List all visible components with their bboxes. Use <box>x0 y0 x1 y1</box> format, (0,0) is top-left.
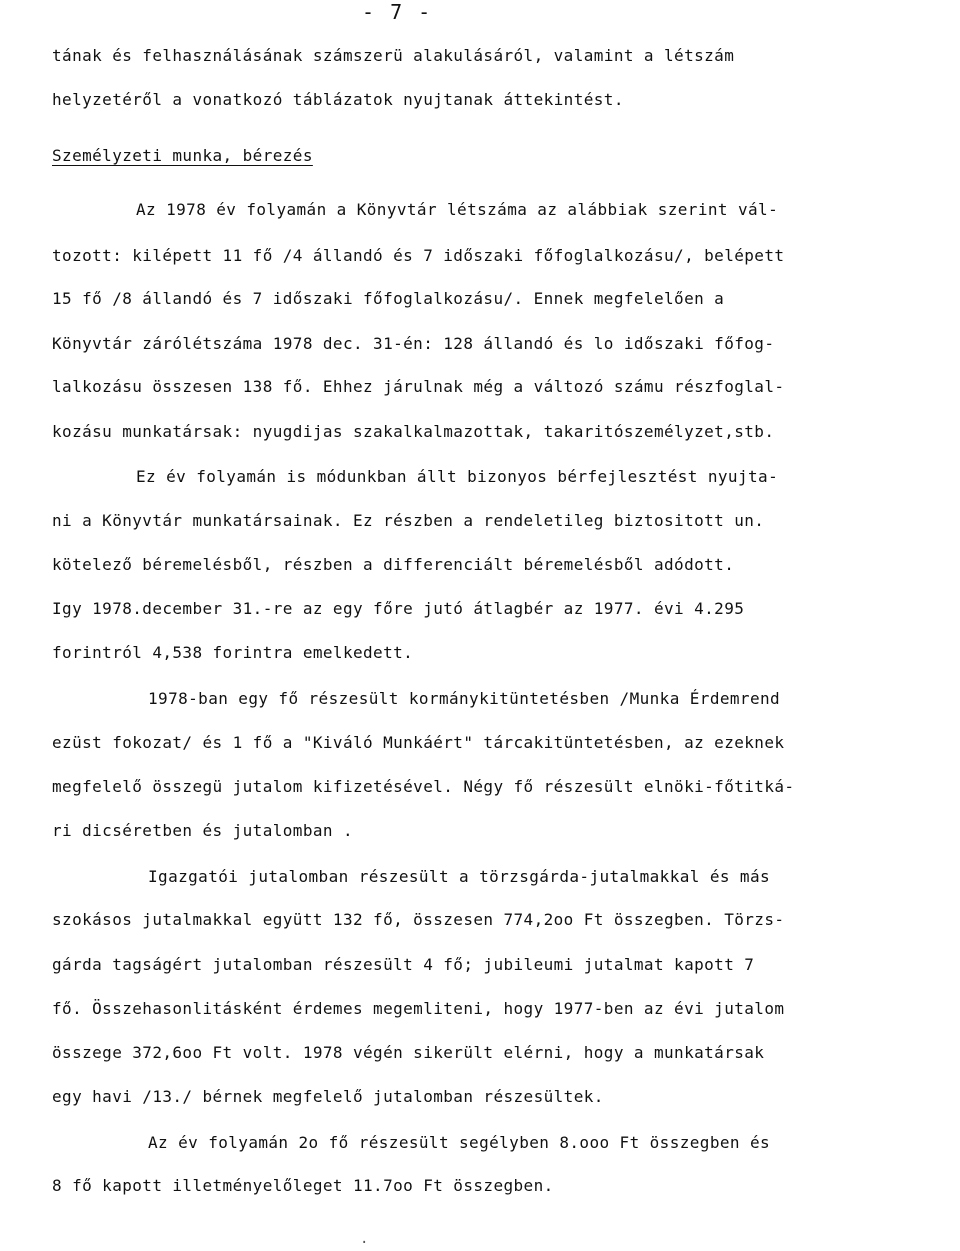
text-line: 8 fő kapott illetményelőleget 11.7oo Ft összegben. <box>52 1176 554 1195</box>
text-line: Igazgatói jutalomban részesült a törzsgárda-jutalmakkal és más <box>148 867 771 886</box>
text-line: 15 fő /8 állandó és 7 időszaki főfoglalkozásu/. Ennek megfelelően a <box>52 289 725 308</box>
text-line: megfelelő összegü jutalom kifizetésével. Négy fő részesült elnöki-főtitká- <box>52 777 795 796</box>
text-line: 1978-ban egy fő részesült kormánykitüntetésben /Munka Érdemrend <box>148 689 781 708</box>
text-line: ri dicséretben és jutalomban . <box>52 821 353 840</box>
text-line: összege 372,6oo Ft volt. 1978 végén sikerült elérni, hogy a munkatársak <box>52 1043 765 1062</box>
text-line: Könyvtár zárólétszáma 1978 dec. 31-én: 128 állandó és lo időszaki főfog- <box>52 334 775 353</box>
text-line: forintról 4,538 forintra emelkedett. <box>52 643 414 662</box>
page-number: - 7 - <box>362 0 433 24</box>
text-line: ni a Könyvtár munkatársainak. Ez részben a rendeletileg biztositott un. <box>52 511 765 530</box>
text-line: kozásu munkatársak: nyugdijas szakalkalmazottak, takaritószemélyzet,stb. <box>52 422 775 441</box>
scan-speck: · <box>360 1235 369 1251</box>
text-line: tának és felhasználásának számszerü alakulásáról, valamint a létszám <box>52 46 735 65</box>
text-line: Az év folyamán 2o fő részesült segélyben 8.ooo Ft összegben és <box>148 1133 771 1152</box>
text-line: Igy 1978.december 31.-re az egy főre jutó átlagbér az 1977. évi 4.295 <box>52 599 745 618</box>
text-line: ezüst fokozat/ és 1 fő a "Kiváló Munkáért" tárcakitüntetésben, az ezeknek <box>52 733 785 752</box>
text-line: Ez év folyamán is módunkban állt bizonyos bérfejlesztést nyujta- <box>136 467 779 486</box>
text-line: fő. Összehasonlitásként érdemes megemliteni, hogy 1977-ben az évi jutalom <box>52 999 785 1018</box>
text-line: Az 1978 év folyamán a Könyvtár létszáma az alábbiak szerint vál- <box>136 200 779 219</box>
text-line: egy havi /13./ bérnek megfelelő jutalomban részesültek. <box>52 1087 604 1106</box>
text-line: gárda tagságért jutalomban részesült 4 fő; jubileumi jutalmat kapott 7 <box>52 955 755 974</box>
text-line: kötelező béremelésből, részben a differenciált béremelésből adódott. <box>52 555 735 574</box>
text-line: lalkozásu összesen 138 fő. Ehhez járulnak még a változó számu részfoglal- <box>52 377 785 396</box>
text-line: helyzetéről a vonatkozó táblázatok nyujtanak áttekintést. <box>52 90 624 109</box>
text-line: tozott: kilépett 11 fő /4 állandó és 7 időszaki főfoglalkozásu/, belépett <box>52 246 785 265</box>
text-line: szokásos jutalmakkal együtt 132 fő, összesen 774,2oo Ft összegben. Törzs- <box>52 910 785 929</box>
section-heading: Személyzeti munka, bérezés <box>52 146 313 165</box>
